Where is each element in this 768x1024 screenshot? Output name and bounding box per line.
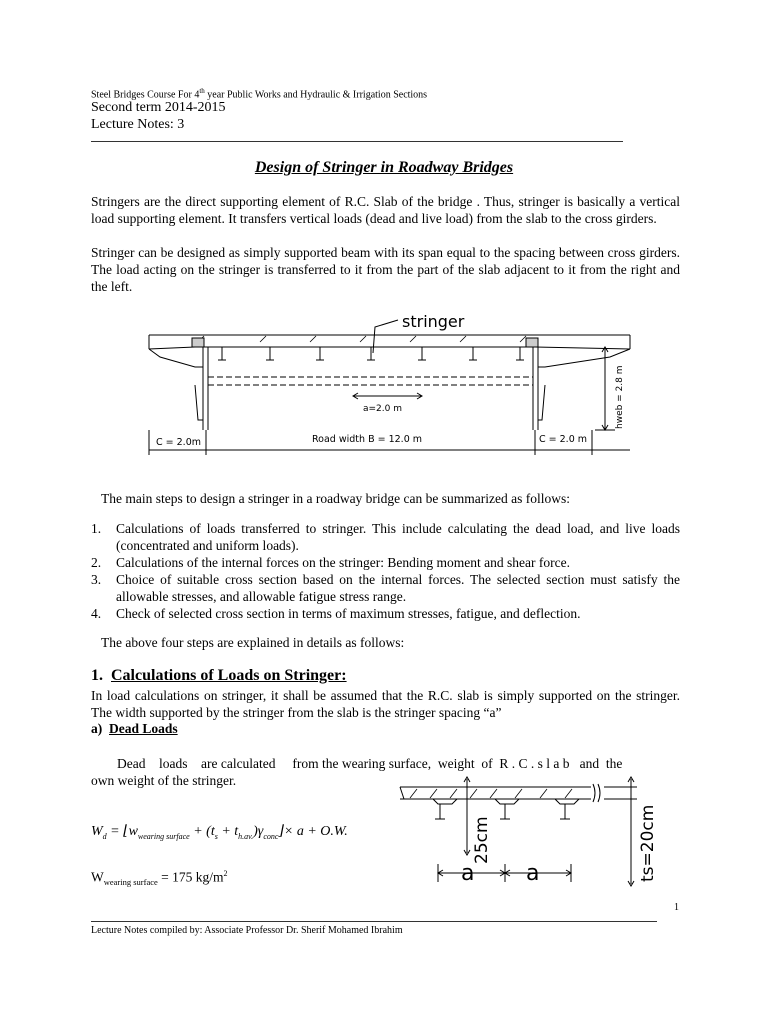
footer-rule — [91, 921, 657, 922]
section-1-heading — [91, 667, 347, 685]
section-1-paragraph: In load calculations on stringer, it shall be assumed that the R.C. slab is simply supported on the stringer. The width supported by the stringer from the slab is the stringer spacing “a” — [91, 688, 680, 720]
hweb-label: hweb = 2.8 m — [615, 365, 625, 429]
ts-label: ts=20cm — [638, 804, 658, 882]
subsection-a-title: Dead Loads — [109, 721, 178, 736]
header-rule — [91, 141, 623, 142]
term-line: Second term 2014-2015 — [91, 100, 226, 115]
footer-credit: Lecture Notes compiled by: Associate Professor Dr. Sherif Mohamed Ibrahim — [91, 925, 403, 936]
page-title: Design of Stringer in Roadway Bridges — [254, 159, 514, 176]
steps-intro: The main steps to design a stringer in a roadway bridge can be summarized as follows: — [101, 491, 570, 506]
page-number: 1 — [674, 902, 679, 913]
dead-loads-text-1: Dead loads are calculated from the wearing surface, weight of R . C . s l a b and the — [117, 756, 623, 771]
c-right-label: C = 2.0 m — [539, 434, 588, 445]
section-1-number: 1. — [91, 667, 103, 684]
spacing-a-label-2: a — [526, 861, 540, 886]
list-item: 4. Check of selected cross section in terms of maximum stresses, fatigue, and deflection. — [91, 606, 581, 621]
bridge-cross-section-figure — [140, 305, 640, 465]
road-width-label: Road width B = 12.0 m — [312, 434, 423, 445]
intro-paragraph-2: Stringer can be designed as simply supported beam with its span equal to the spacing between cross girders. The load acting on the stringer is transferred to it from the part of the slab adjacent to it from the right and the left. — [91, 245, 680, 294]
list-item: 2. Calculations of the internal forces on the stringer: Bending moment and shear force. — [91, 555, 570, 570]
dead-loads-text-2: own weight of the stringer. — [91, 773, 237, 788]
stringer-label: stringer — [402, 312, 465, 331]
spacing-a-label-1: a — [461, 861, 475, 886]
list-item: 1. Calculations of loads transferred to stringer. This include calculating the dead load, and live loads (concentrated and uniform loads). — [91, 521, 680, 553]
list-item: 3. Choice of suitable cross section based on the internal forces. The selected section must satisfy the allowable stresses, and allowable fatigue stress range. — [91, 572, 680, 604]
slab-detail-figure — [395, 776, 665, 894]
subsection-a-heading — [91, 721, 178, 737]
steps-list — [91, 520, 680, 622]
steps-outro: The above four steps are explained in details as follows: — [101, 635, 405, 650]
lecture-line: Lecture Notes: 3 — [91, 117, 185, 132]
spacing-label: a=2.0 m — [363, 404, 402, 414]
depth-label: 25cm — [472, 816, 492, 864]
subsection-a-label: a) — [91, 721, 103, 736]
intro-paragraph-1: Stringers are the direct supporting element of R.C. Slab of the bridge . Thus, stringer is basically a vertical load supporting element. It transfers vertical loads (dead and live load) from the slab to the cross girders. — [91, 194, 680, 226]
dead-load-formula: $W_d$ = $⌊w_{wearing surface} + (t_s$ + $t_{h.av.})\gamma_{conc}⌋\times a + O.W$. — [91, 824, 348, 841]
c-left-label: C = 2.0m — [156, 437, 201, 448]
section-1-title: Calculations of Loads on Stringer: — [111, 667, 347, 684]
wearing-surface-value: $W_{wearing surface} = 175$ $kg/m^2$ — [91, 869, 228, 888]
course-line: Steel Bridges Course For 4th year Public Works and Hydraulic & Irrigation Sections — [91, 87, 428, 101]
